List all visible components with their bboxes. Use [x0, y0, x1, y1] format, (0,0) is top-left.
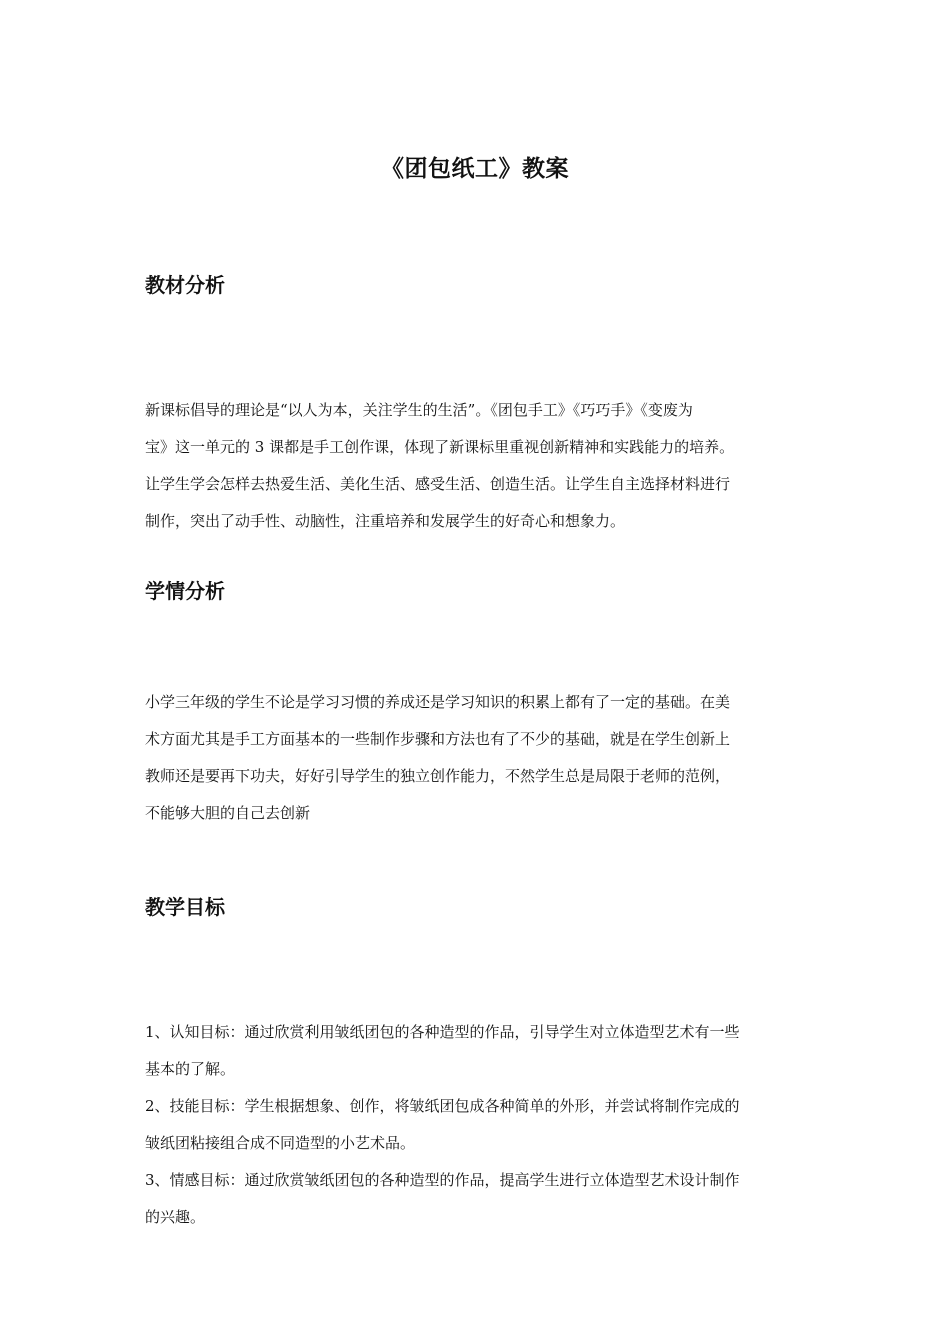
paragraph-line: 3、情感目标：通过欣赏皱纸团包的各种造型的作品，提高学生进行立体造型艺术设计制作	[145, 1171, 740, 1189]
section-paragraph-student-analysis	[145, 684, 810, 832]
section-paragraph-textbook-analysis	[145, 392, 810, 540]
section-heading-student-analysis: 学情分析	[145, 579, 225, 603]
paragraph-line: 基本的了解。	[145, 1060, 236, 1078]
section-heading-textbook-analysis: 教材分析	[145, 273, 225, 297]
paragraph-line: 宝》这一单元的 3 课都是手工创作课，体现了新课标里重视创新精神和实践能力的培养。	[145, 438, 735, 456]
section-heading-teaching-goals: 教学目标	[145, 895, 225, 919]
paragraph-line: 小学三年级的学生不论是学习习惯的养成还是学习知识的积累上都有了一定的基础。在美	[145, 693, 731, 711]
paragraph-line: 术方面尤其是手工方面基本的一些制作步骤和方法也有了不少的基础，就是在学生创新上	[145, 730, 731, 748]
paragraph-line: 的兴趣。	[145, 1208, 206, 1226]
paragraph-line: 不能够大胆的自己去创新	[145, 804, 311, 822]
paragraph-line: 1、认知目标：通过欣赏利用皱纸团包的各种造型的作品，引导学生对立体造型艺术有一些	[145, 1023, 740, 1041]
paragraph-line: 2、技能目标：学生根据想象、创作，将皱纸团包成各种简单的外形，并尝试将制作完成的	[145, 1097, 740, 1115]
paragraph-line: 制作，突出了动手性、动脑性，注重培养和发展学生的好奇心和想象力。	[145, 512, 626, 530]
paragraph-line: 新课标倡导的理论是“以人为本，关注学生的生活”。《团包手工》《巧巧手》《变废为	[145, 401, 693, 419]
document-title: 《团包纸工》教案	[381, 156, 569, 182]
section-paragraph-teaching-goals	[145, 1014, 810, 1236]
paragraph-line: 皱纸团粘接组合成不同造型的小艺术品。	[145, 1134, 416, 1152]
paragraph-line: 教师还是要再下功夫，好好引导学生的独立创作能力，不然学生总是局限于老师的范例，	[145, 767, 731, 785]
paragraph-line: 让学生学会怎样去热爱生活、美化生活、感受生活、创造生活。让学生自主选择材料进行	[145, 475, 731, 493]
